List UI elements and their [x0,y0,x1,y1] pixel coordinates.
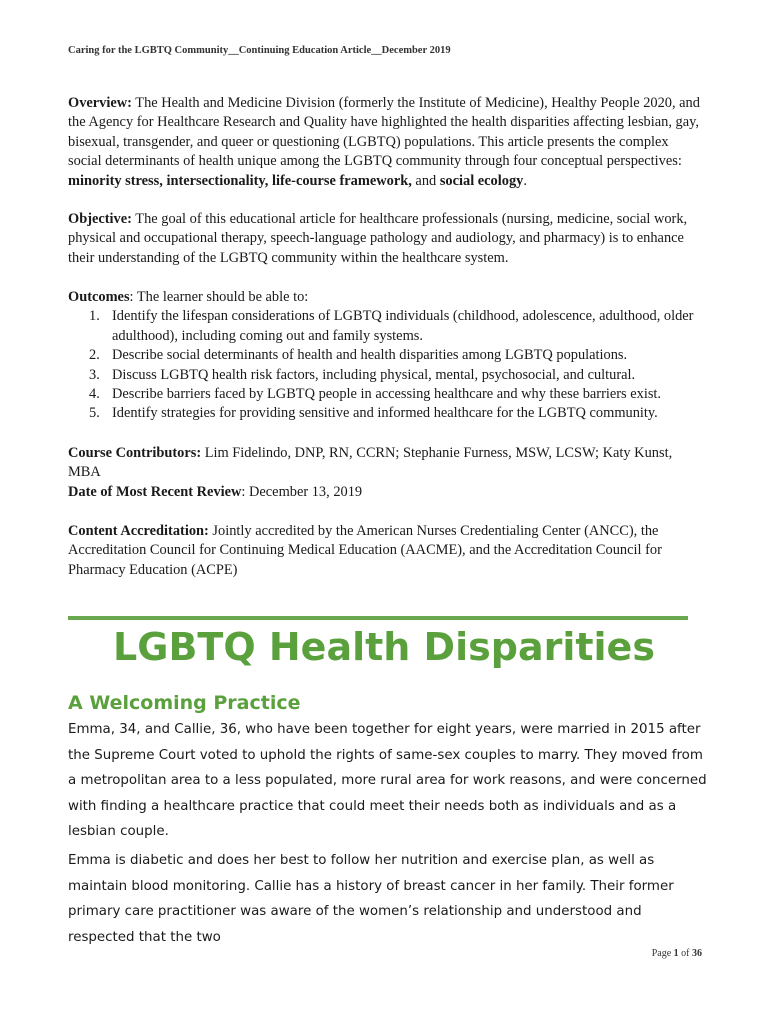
objective-label: Objective: [68,211,132,227]
list-item [68,385,700,404]
page-total: 36 [692,948,702,959]
accreditation-paragraph [68,522,700,580]
outcomes-label: Outcomes [68,289,130,305]
contributors-label: Course Contributors: [68,445,202,461]
contributors-paragraph [68,444,700,483]
outcomes-intro [68,288,700,307]
accreditation-label: Content Accreditation: [68,523,209,539]
list-item-number: 1. [89,308,100,325]
page-current: 1 [673,948,679,959]
overview-and: and [411,172,440,189]
list-item-number: 5. [89,405,100,422]
of-word: of [678,948,692,959]
contributors-text: Lim Fidelindo, DNP, RN, CCRN; Stephanie Furness, MSW, LCSW; Katy Kunst, MBA [68,445,673,481]
accreditation-text: Jointly accredited by the American Nurses Credentialing Center (ANCC), the Accreditation Council for Continuing Medical Education (AACME), and the Accreditation Council for Pharmacy Education (ACPE) [68,523,662,578]
review-text: : December 13, 2019 [241,484,363,500]
list-item-number: 4. [89,386,100,403]
list-item [68,307,700,346]
list-item-text: Discuss LGBTQ health risk factors, including physical, mental, psychosocial, and cultural. [112,366,636,383]
outcomes-list [68,307,700,423]
running-header: Caring for the LGBTQ Community__Continuing Education Article__December 2019 [68,45,451,56]
review-date-paragraph [68,483,700,502]
objective-paragraph [68,210,700,268]
overview-text: The Health and Medicine Division (formerly the Institute of Medicine), Healthy People 2020, and the Agency for Healthcare Research and Quality have highlighted the health disparities affecting lesbian, gay, bisexual, transgender, and queer or questioning (LGBTQ) populations. This article presents the complex social determinants of health unique among the LGBTQ community through four conceptual perspectives: [68,95,700,170]
outcomes-intro-text: : The learner should be able to: [129,289,309,305]
outcomes-section [68,288,700,424]
main-title: LGBTQ Health Disparities [113,625,655,669]
list-item [68,404,700,423]
list-item-text: Describe barriers faced by LGBTQ people in accessing healthcare and why these barriers exist. [112,386,662,403]
review-label: Date of Most Recent Review [68,484,242,500]
page-word: Page [651,948,674,959]
objective-text: The goal of this educational article for healthcare professionals (nursing, medicine, social work, physical and occupational therapy, speech-language pathology and audiology, and pharmacy) is to enhance their understanding of the LGBTQ community within the healthcare system. [68,211,688,266]
list-item-number: 3. [89,366,100,383]
section-heading: A Welcoming Practice [68,692,301,714]
page-number [630,948,702,959]
list-item [68,366,700,385]
section-divider [68,616,688,620]
list-item-text: Identify strategies for providing sensitive and informed healthcare for the LGBTQ community. [112,405,658,422]
list-item-text: Describe social determinants of health and health disparities among LGBTQ populations. [112,347,628,364]
body-paragraph: Emma, 34, and Callie, 36, who have been together for eight years, were married in 2015 after the Supreme Court voted to uphold the rights of same-sex couples to marry. They moved from a metropolitan area to a less populated, more rural area for work reasons, and were concerned with finding a healthcare practice that could meet their needs both as individuals and as a lesbian couple. [68,722,707,839]
overview-perspectives: minority stress, intersectionality, life-course framework, [68,172,412,189]
overview-label: Overview: [68,95,132,111]
overview-paragraph [68,94,700,191]
overview-end: . [523,172,527,189]
body-paragraph: Emma is diabetic and does her best to follow her nutrition and exercise plan, as well as maintain blood monitoring. Callie has a history of breast cancer in her family. Their former primary care practitioner was aware of the women’s relationship and understood and respected that the two [68,853,674,945]
list-item-number: 2. [89,347,100,364]
list-item [68,346,700,365]
overview-last-perspective: social ecology [439,172,524,189]
list-item-text: Identify the lifespan considerations of LGBTQ individuals (childhood, adolescence, adulthood, older adulthood), including coming out and family systems. [112,308,694,344]
